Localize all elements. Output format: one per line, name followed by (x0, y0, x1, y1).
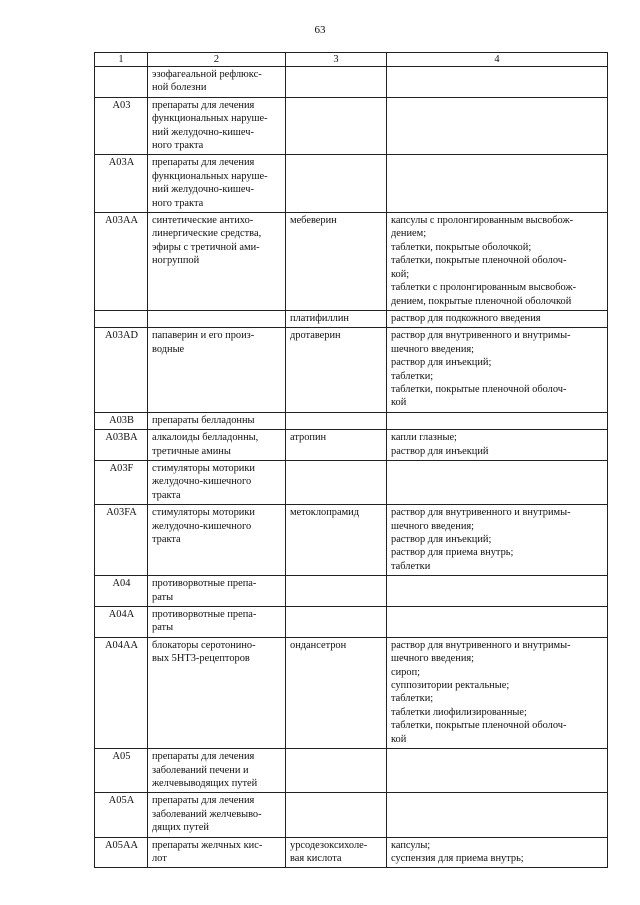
table-row (95, 97, 608, 155)
group-name-line: препараты белладонны (152, 414, 255, 426)
group-name (148, 637, 286, 748)
group-name (148, 607, 286, 638)
table-row (95, 430, 608, 461)
group-name-line: препараты желчных кис- (152, 839, 263, 851)
dosage-forms-line: суспензия для приема внутрь; (391, 852, 524, 864)
dosage-forms-line: таблетки с пролонгированным высвобож- (391, 282, 577, 294)
group-name (148, 430, 286, 461)
group-name-line: препараты для лечения (152, 795, 255, 807)
dosage-forms-line: дением, покрытые пленочной оболочкой (391, 295, 572, 307)
table-row (95, 793, 608, 837)
atc-code: A04 (95, 576, 148, 607)
group-name-line: противорвотные препа- (152, 609, 257, 621)
atc-code: A03B (95, 412, 148, 429)
drug-name (286, 67, 387, 98)
group-name (148, 412, 286, 429)
drug-name-line: метоклопрамид (290, 507, 360, 519)
group-name-line: желчевыводящих путей (152, 777, 258, 789)
drug-name-empty (290, 99, 383, 112)
dosage-forms-line: раствор для приема внутрь; (391, 547, 514, 559)
dosage-forms-empty (391, 156, 604, 169)
table-row (95, 460, 608, 504)
drug-name-empty (290, 68, 383, 81)
dosage-forms-line: капсулы с пролонгированным высвобож- (391, 215, 574, 227)
atc-code: A03A (95, 155, 148, 213)
dosage-forms-empty (391, 99, 604, 112)
group-name (148, 213, 286, 311)
dosage-forms (387, 430, 608, 461)
group-name-line: заболеваний желчевыво- (152, 808, 262, 820)
dosage-forms-line: раствор для инъекций; (391, 357, 492, 369)
table-row (95, 412, 608, 429)
group-name-line: препараты для лечения (152, 751, 255, 763)
drug-name (286, 310, 387, 327)
group-name-line: функциональных наруше- (152, 113, 268, 125)
drug-name (286, 793, 387, 837)
group-name-empty (152, 312, 282, 325)
drug-name-line: вая кислота (290, 852, 342, 864)
table-body (95, 67, 608, 868)
dosage-forms (387, 67, 608, 98)
group-name-line: третичные амины (152, 445, 231, 457)
group-name-line: ного тракта (152, 140, 204, 152)
dosage-forms-line: раствор для внутривенного и внутримы- (391, 639, 571, 651)
atc-code: A03FA (95, 505, 148, 576)
group-name-line: синтетические антихо- (152, 215, 254, 227)
dosage-forms-line: кой (391, 733, 407, 745)
group-name-line: препараты для лечения (152, 99, 255, 111)
dosage-forms-line: дением; (391, 228, 427, 240)
atc-code: A05A (95, 793, 148, 837)
dosage-forms (387, 505, 608, 576)
drug-name-empty (290, 577, 383, 590)
dosage-forms-empty (391, 68, 604, 81)
drug-name (286, 213, 387, 311)
dosage-forms (387, 749, 608, 793)
dosage-forms (387, 607, 608, 638)
column-number-1: 1 (95, 53, 148, 67)
atc-code (95, 67, 148, 98)
dosage-forms-line: таблетки, покрытые оболочкой; (391, 241, 532, 253)
group-name-line: водные (152, 343, 185, 355)
group-name (148, 505, 286, 576)
group-name-line: тракта (152, 534, 181, 545)
group-name-line: папаверин и его произ- (152, 330, 255, 342)
group-name-line: ний желудочно-кишеч- (152, 126, 254, 138)
dosage-forms-empty (391, 750, 604, 763)
dosage-forms (387, 460, 608, 504)
atc-code: A03F (95, 460, 148, 504)
group-name-line: вых 5НТ3-рецепторов (152, 653, 250, 665)
group-name-line: лот (152, 852, 167, 864)
table-row (95, 67, 608, 98)
group-name (148, 310, 286, 327)
dosage-forms (387, 576, 608, 607)
group-name (148, 328, 286, 412)
group-name-line: раты (152, 622, 174, 634)
atc-code: A03BA (95, 430, 148, 461)
drug-name (286, 749, 387, 793)
group-name (148, 155, 286, 213)
table-row (95, 155, 608, 213)
atc-code: A03 (95, 97, 148, 155)
group-name-line: желудочно-кишечного (152, 476, 252, 488)
column-number-2: 2 (148, 53, 286, 67)
atc-code: A05AA (95, 837, 148, 868)
drug-name-line: мебеверин (290, 215, 337, 227)
group-name-line: заболеваний печени и (152, 764, 249, 776)
column-number-4: 4 (387, 53, 608, 67)
group-name-line: ногруппой (152, 255, 200, 267)
group-name-line: стимуляторы моторики (152, 507, 255, 519)
dosage-forms-line: таблетки, покрытые пленочной оболоч- (391, 383, 567, 395)
dosage-forms-line: таблетки, покрытые пленочной оболоч- (391, 720, 567, 732)
dosage-forms (387, 97, 608, 155)
dosage-forms-line: таблетки, покрытые пленочной оболоч- (391, 255, 567, 267)
page-number: 63 (314, 24, 326, 36)
drug-name (286, 607, 387, 638)
dosage-forms (387, 793, 608, 837)
drug-name-line: атропин (290, 432, 327, 444)
dosage-forms-line: раствор для инъекций; (391, 534, 492, 545)
drug-name-empty (290, 608, 383, 621)
dosage-forms-line: таблетки; (391, 370, 434, 382)
table-row (95, 310, 608, 327)
dosage-forms-empty (391, 608, 604, 621)
dosage-forms-line: шечного введения; (391, 653, 475, 665)
group-name-line: желудочно-кишечного (152, 520, 252, 532)
dosage-forms-line: таблетки; (391, 693, 434, 705)
dosage-forms (387, 155, 608, 213)
drug-name-line: урсодезоксихоле- (290, 839, 368, 851)
dosage-forms-line: сироп; (391, 666, 421, 678)
dosage-forms-line: капли глазные; (391, 432, 457, 444)
dosage-forms-empty (391, 414, 604, 427)
group-name-line: ний желудочно-кишеч- (152, 184, 254, 196)
drug-name (286, 412, 387, 429)
dosage-forms-line: суппозитории ректальные; (391, 680, 510, 692)
group-name (148, 793, 286, 837)
drug-name (286, 328, 387, 412)
atc-code: A03AA (95, 213, 148, 311)
group-name-line: противорвотные препа- (152, 578, 257, 590)
drug-name-line: дротаверин (290, 330, 341, 342)
drug-name-line: платифиллин (290, 312, 349, 324)
group-name (148, 67, 286, 98)
table-row (95, 213, 608, 311)
group-name-line: препараты для лечения (152, 157, 255, 169)
table-row (95, 637, 608, 748)
dosage-forms (387, 637, 608, 748)
dosage-forms (387, 328, 608, 412)
group-name-line: ного тракта (152, 197, 204, 209)
dosage-forms-line: капсулы; (391, 839, 431, 851)
dosage-forms-line: шечного введения; (391, 520, 475, 532)
group-name-line: тракта (152, 489, 181, 501)
dosage-forms-line: таблетки (391, 560, 431, 572)
group-name-line: функциональных наруше- (152, 170, 268, 182)
group-name (148, 837, 286, 868)
atc-code: A05 (95, 749, 148, 793)
group-name-line: алкалоиды белладонны, (152, 432, 259, 444)
atc-code (95, 310, 148, 327)
group-name (148, 576, 286, 607)
table-row (95, 837, 608, 868)
dosage-forms (387, 213, 608, 311)
dosage-forms (387, 837, 608, 868)
drug-name (286, 460, 387, 504)
group-name-line: линергические средства, (152, 228, 262, 240)
atc-code: A04AA (95, 637, 148, 748)
drug-name-empty (290, 462, 383, 475)
dosage-forms-line: шечного введения; (391, 343, 475, 355)
table-row (95, 328, 608, 412)
column-number-3: 3 (286, 53, 387, 67)
group-name-line: раты (152, 591, 174, 603)
group-name-line: дящих путей (152, 822, 209, 834)
dosage-forms-line: кой (391, 397, 407, 409)
dosage-forms-empty (391, 794, 604, 807)
drug-name-empty (290, 750, 383, 763)
table-row (95, 576, 608, 607)
dosage-forms-empty (391, 577, 604, 590)
drug-name (286, 576, 387, 607)
table-row (95, 607, 608, 638)
dosage-forms-empty (391, 462, 604, 475)
drug-name-empty (290, 414, 383, 427)
drug-name (286, 637, 387, 748)
table-row (95, 505, 608, 576)
dosage-forms-line: раствор для внутривенного и внутримы- (391, 507, 571, 519)
drug-register-table (94, 52, 608, 868)
group-name (148, 97, 286, 155)
drug-name (286, 97, 387, 155)
group-name (148, 460, 286, 504)
dosage-forms-line: раствор для подкожного введения (391, 312, 541, 324)
atc-code: A03AD (95, 328, 148, 412)
table-row (95, 749, 608, 793)
group-name-line: ной болезни (152, 82, 207, 94)
dosage-forms-line: таблетки лиофилизированные; (391, 706, 527, 718)
dosage-forms (387, 310, 608, 327)
group-name-line: блокаторы серотонино- (152, 639, 256, 651)
group-name-line: эфиры с третичной ами- (152, 241, 260, 253)
group-name-line: эзофагеальной рефлюкс- (152, 69, 262, 80)
dosage-forms-line: раствор для инъекций (391, 445, 489, 457)
group-name-line: стимуляторы моторики (152, 462, 255, 474)
dosage-forms-line: кой; (391, 268, 410, 280)
drug-name (286, 155, 387, 213)
atc-code: A04A (95, 607, 148, 638)
dosage-forms (387, 412, 608, 429)
drug-name (286, 505, 387, 576)
drug-name (286, 430, 387, 461)
drug-name-line: ондансетрон (290, 639, 347, 651)
drug-name (286, 837, 387, 868)
dosage-forms-line: раствор для внутривенного и внутримы- (391, 330, 571, 342)
column-number-row (95, 53, 608, 67)
group-name (148, 749, 286, 793)
drug-name-empty (290, 156, 383, 169)
drug-name-empty (290, 794, 383, 807)
